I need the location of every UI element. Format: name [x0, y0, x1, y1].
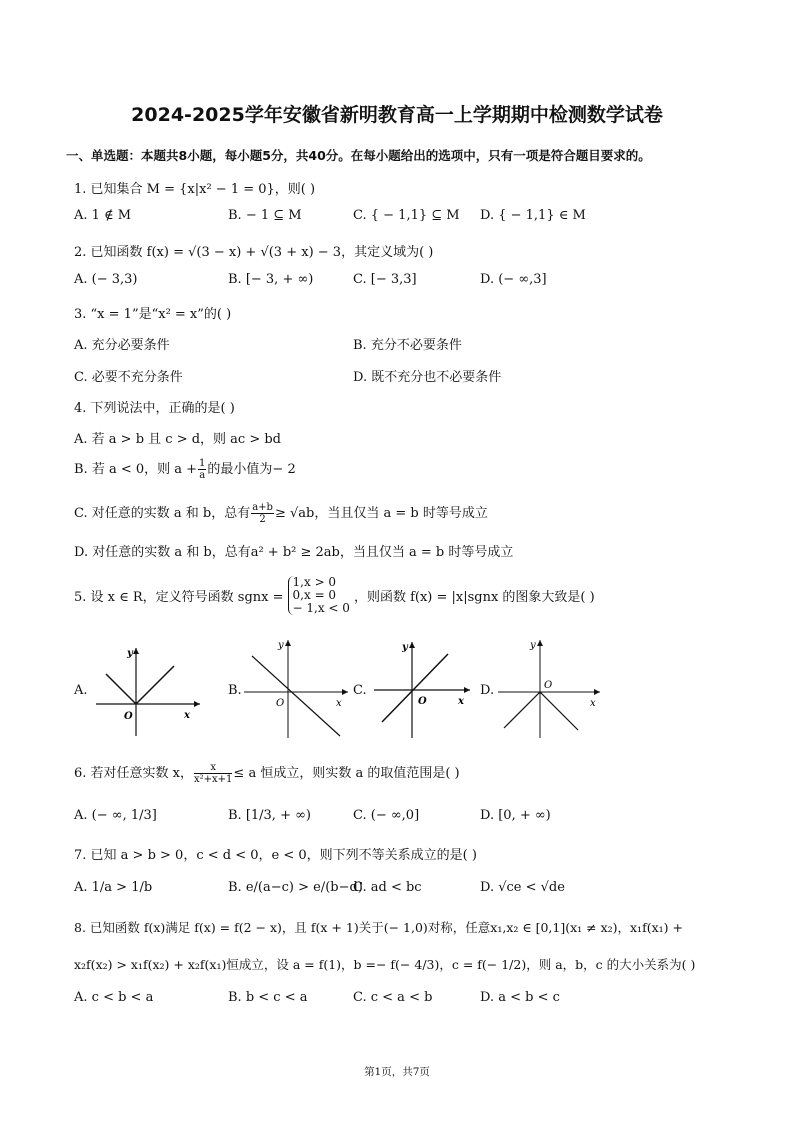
graph-d-svg [494, 636, 604, 740]
q7-option-b: B. e/(a−c) > e/(b−d) [228, 880, 363, 895]
q5-stem-post: ，则函数 f(x) = |x|sgnx 的图象大致是( ) [353, 590, 595, 605]
question-1-stem: 1. 已知集合 M = {x|x² − 1 = 0}，则( ) [74, 182, 316, 197]
q5-graph-d [494, 636, 604, 740]
q6-option-b: B. [1/3, + ∞) [228, 808, 312, 823]
x-axis-arrow [342, 689, 348, 695]
q6-fraction [194, 762, 232, 785]
x-axis-label: x [336, 698, 342, 709]
x-axis-arrow [594, 689, 600, 695]
fraction-denominator: 2 [259, 514, 266, 525]
piecewise-cases [288, 576, 350, 615]
q5-graph-a [92, 644, 204, 738]
page-title: 2024-2025学年安徽省新明教育高一上学期期中检测数学试卷 [131, 104, 663, 126]
question-3-stem: 3. “x = 1”是“x² = x”的( ) [74, 307, 232, 322]
q4-option-c-pre: C. 对任意的实数 a 和 b，总有 [74, 506, 251, 521]
q2-option-b: B. [− 3, + ∞) [228, 272, 314, 287]
question-6-stem [74, 762, 460, 785]
graph-c-svg [370, 638, 474, 740]
graph-a-svg [92, 644, 204, 738]
fraction-denominator: x²+x+1 [194, 774, 233, 785]
origin-label: O [544, 680, 553, 691]
q8-option-c: C. c < a < b [353, 990, 433, 1005]
q7-option-c: C. ad < bc [353, 880, 422, 895]
origin-label: O [276, 698, 285, 709]
graph-b-svg [240, 636, 352, 740]
q6-option-d: D. [0, + ∞) [480, 808, 551, 823]
y-axis-arrow [409, 642, 415, 648]
q6-option-c: C. (− ∞,0] [353, 808, 420, 823]
y-axis-label: y [127, 648, 133, 659]
case-2: 0,x = 0 [292, 588, 337, 602]
q6-option-a: A. (− ∞, 1/3] [74, 808, 157, 823]
q2-option-c: C. [− 3,3] [353, 272, 417, 287]
q5-graph-b [240, 636, 352, 740]
q1-option-a: A. 1 ∉ M [74, 208, 132, 223]
q1-option-c: C. { − 1,1} ⊆ M [353, 208, 460, 223]
q8-option-b: B. b < c < a [228, 990, 308, 1005]
q2-option-a: A. (− 3,3) [74, 272, 138, 287]
function-curve [504, 692, 578, 730]
y-axis-arrow [133, 648, 139, 654]
function-curve [252, 656, 340, 736]
q5-label-a: A. [74, 683, 88, 698]
q5-stem-pre: 5. 设 x ∈ R，定义符号函数 sgnx = [74, 590, 284, 605]
function-curve [382, 654, 448, 722]
q5-graph-c [370, 638, 474, 740]
page-footer: 第1页，共7页 [364, 1066, 430, 1078]
q1-option-b: B. − 1 ⊆ M [228, 208, 302, 223]
q5-label-d: D. [480, 683, 495, 698]
x-axis-label: x [184, 710, 190, 721]
fraction-denominator: a [199, 470, 206, 481]
q8-option-a: A. c < b < a [74, 990, 154, 1005]
q4-option-c-fraction [251, 502, 274, 525]
fraction-numerator: a+b [252, 502, 273, 513]
question-2-stem: 2. 已知函数 f(x) = √(3 − x) + √(3 + x) − 3，其定义域为( ) [74, 245, 434, 260]
x-axis-arrow [194, 701, 200, 707]
q8-option-d: D. a < b < c [480, 990, 560, 1005]
q4-option-b-pre: B. 若 a < 0，则 a + [74, 462, 198, 477]
y-axis-label: y [530, 640, 536, 651]
q7-option-d: D. √ce < √de [480, 880, 565, 895]
question-7-stem: 7. 已知 a > b > 0，c < d < 0，e < 0，则下列不等关系成立的是( ) [74, 848, 477, 863]
q3-option-c: C. 必要不充分条件 [74, 370, 183, 385]
x-axis-label: x [590, 698, 596, 709]
case-3: − 1,x < 0 [292, 601, 350, 615]
q4-option-c-post: ≥ √ab，当且仅当 a = b 时等号成立 [274, 506, 488, 521]
y-axis-label: y [278, 640, 284, 651]
question-5-stem [74, 576, 595, 615]
x-axis-arrow [464, 687, 470, 693]
q4-option-b [74, 458, 296, 481]
function-curve [106, 666, 174, 704]
q4-option-b-post: 的最小值为− 2 [207, 462, 296, 477]
question-8-line-2: x₂f(x₂) > x₁f(x₂) + x₂f(x₁)恒成立，设 a = f(1)，b =− f(− 4/3)，c = f(− 1/2)，则 a，b，c 的大小关系为( ) [74, 957, 696, 972]
q6-stem-post: ≤ a 恒成立，则实数 a 的取值范围是( ) [233, 766, 460, 781]
q7-option-a: A. 1/a > 1/b [74, 880, 153, 895]
case-1: 1,x > 0 [292, 575, 337, 589]
y-axis-label: y [402, 642, 408, 653]
y-axis-arrow [285, 640, 291, 646]
q3-option-a: A. 充分必要条件 [74, 338, 170, 353]
origin-label: O [418, 696, 427, 707]
y-axis-arrow [537, 640, 543, 646]
fraction-numerator: x [194, 762, 232, 774]
question-4-stem: 4. 下列说法中，正确的是( ) [74, 401, 235, 416]
x-axis-label: x [458, 696, 464, 707]
q3-option-b: B. 充分不必要条件 [353, 338, 462, 353]
q4-option-a: A. 若 a > b 且 c > d，则 ac > bd [74, 432, 282, 447]
q5-label-c: C. [353, 683, 367, 698]
question-8-line-1: 8. 已知函数 f(x)满足 f(x) = f(2 − x)，且 f(x + 1)关于(− 1,0)对称，任意x₁,x₂ ∈ [0,1](x₁ ≠ x₂)，x₁f(x₁) + [74, 920, 683, 935]
q3-option-d: D. 既不充分也不必要条件 [353, 370, 502, 385]
origin-label: O [124, 711, 133, 722]
q6-stem-pre: 6. 若对任意实数 x， [74, 766, 193, 781]
q4-option-d: D. 对任意的实数 a 和 b，总有a² + b² ≥ 2ab，当且仅当 a = b 时等号成立 [74, 545, 514, 560]
q4-option-c [74, 502, 488, 525]
q2-option-d: D. (− ∞,3] [480, 272, 547, 287]
fraction-numerator: 1 [199, 458, 206, 469]
q5-label-b: B. [228, 683, 242, 698]
q1-option-d: D. { − 1,1} ∈ M [480, 208, 586, 223]
section-heading: 一、单选题：本题共8小题，每小题5分，共40分。在每小题给出的选项中，只有一项是符合题目要求的。 [66, 148, 651, 163]
q4-option-b-fraction [198, 458, 206, 481]
